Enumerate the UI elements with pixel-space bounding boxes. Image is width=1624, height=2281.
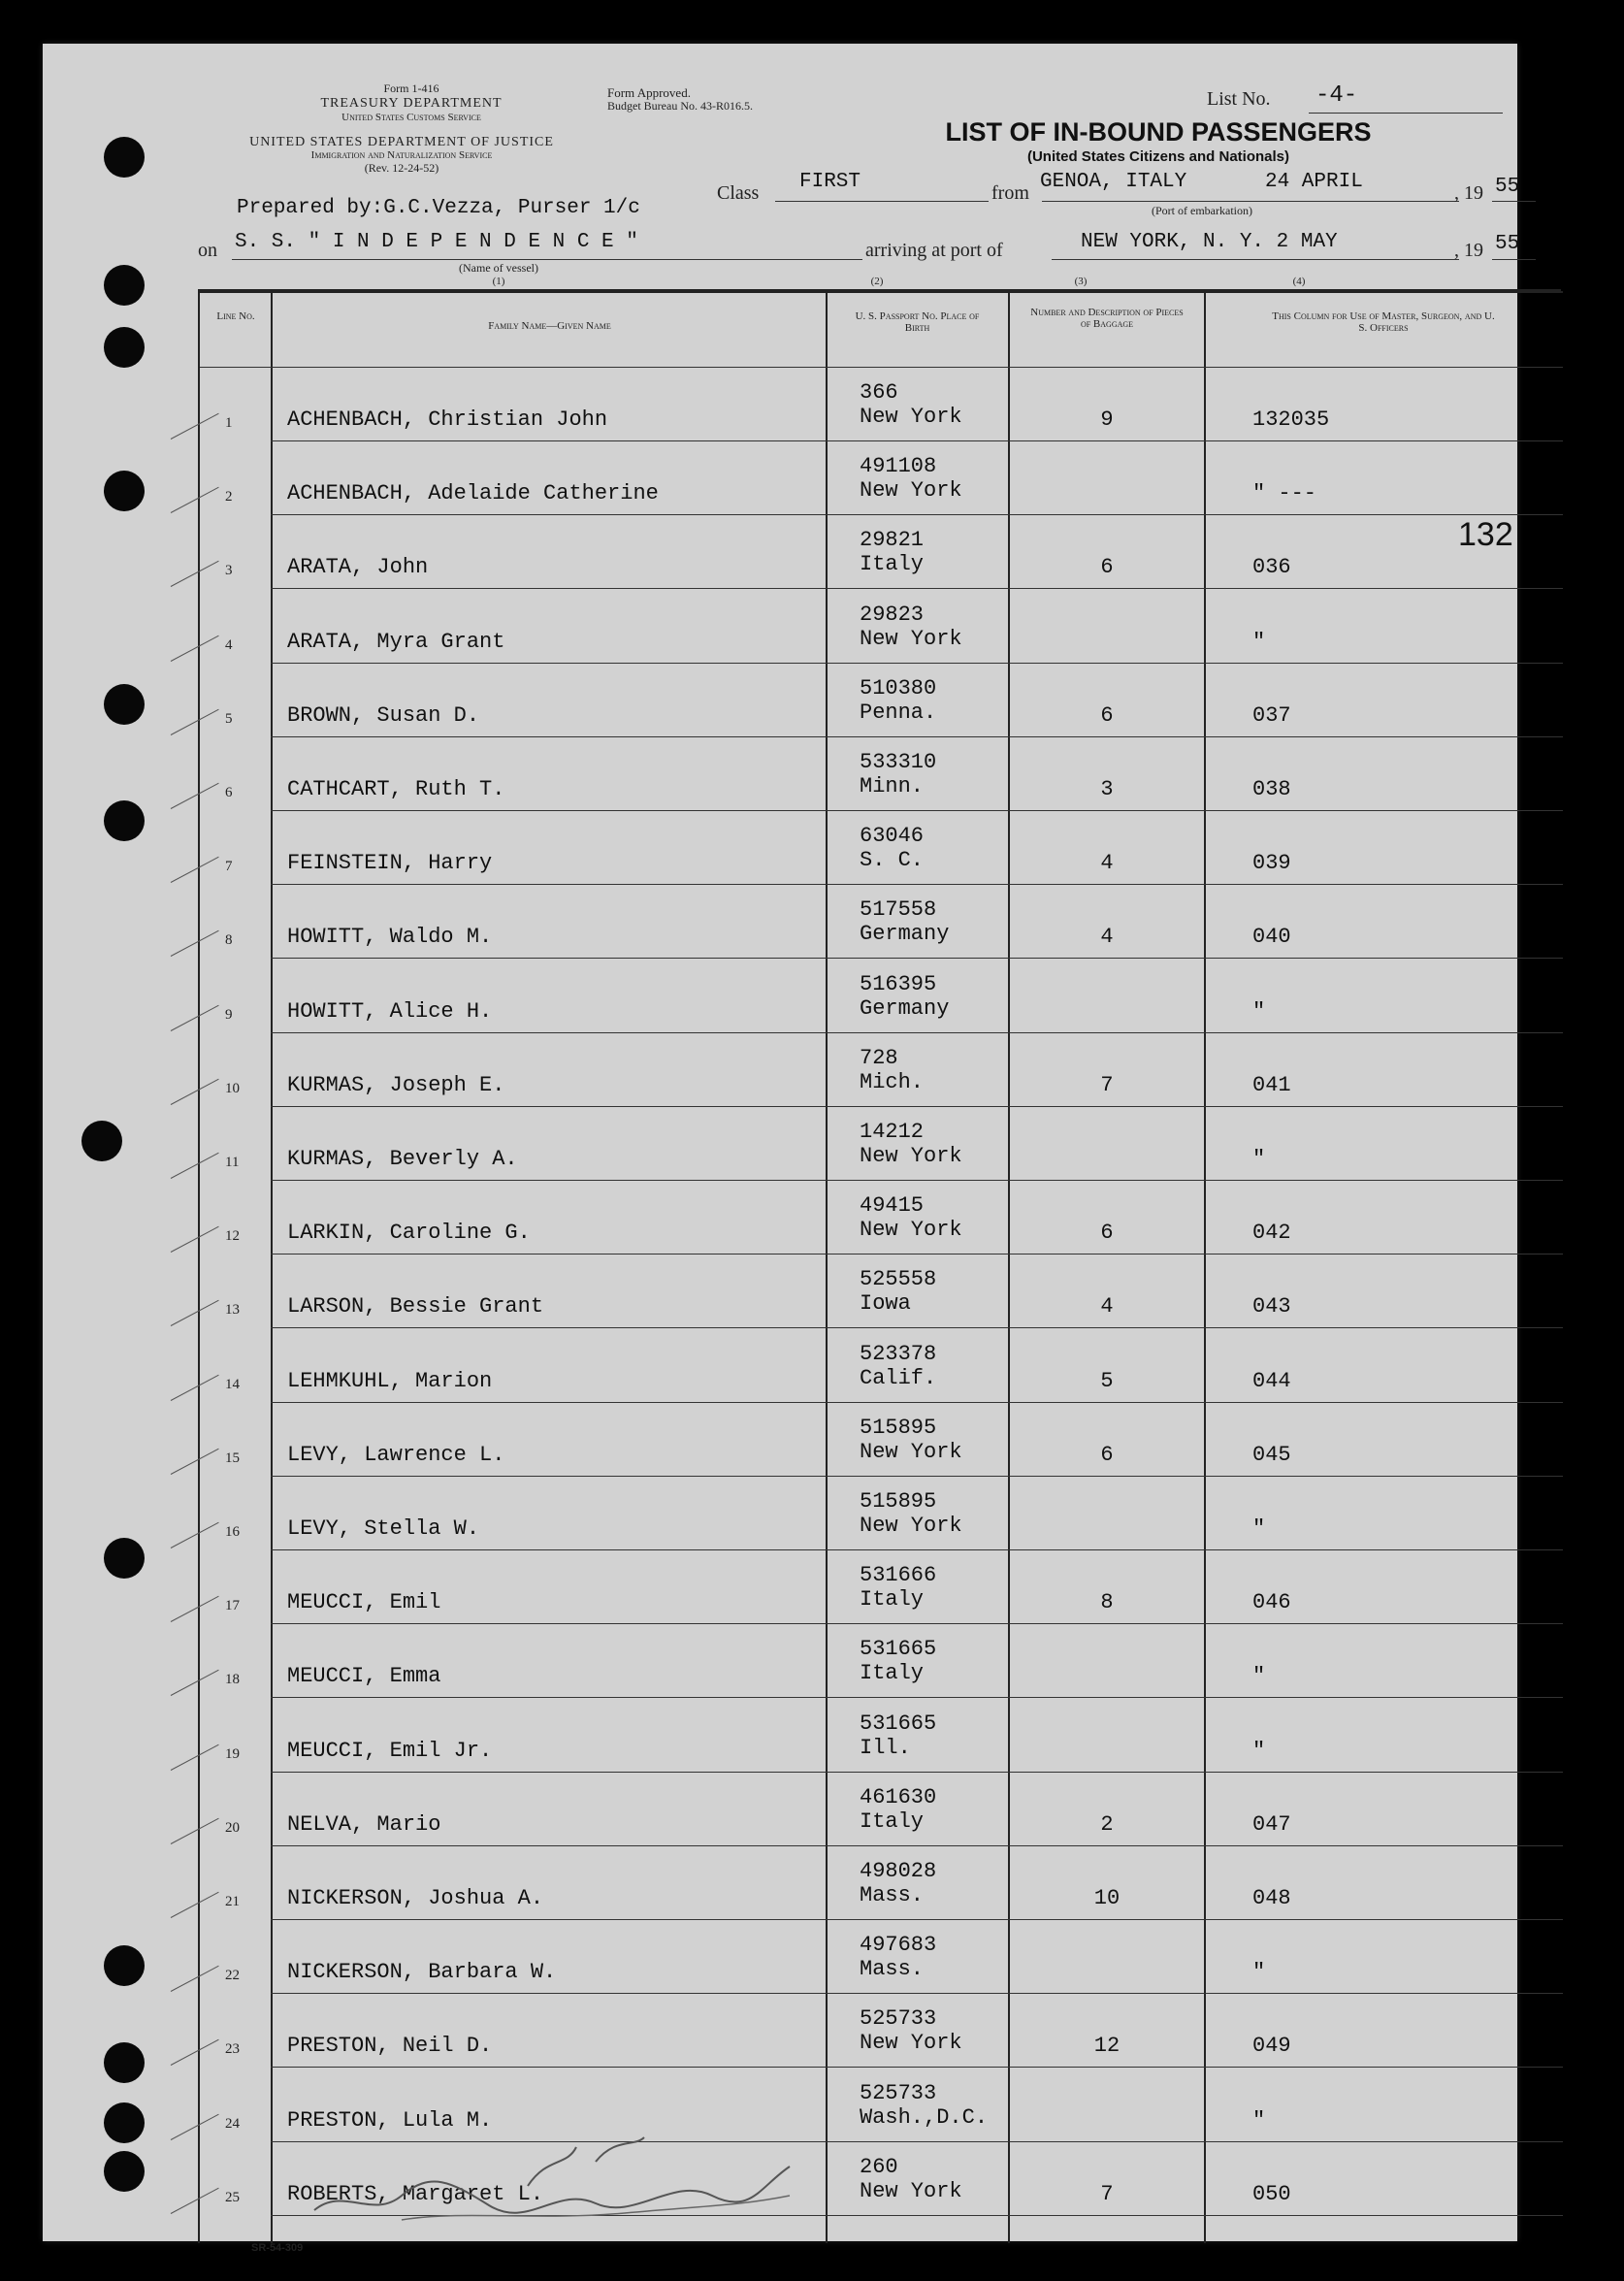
document-title: LIST OF IN-BOUND PASSENGERS <box>945 117 1372 147</box>
list-no-underline <box>1309 113 1503 114</box>
place-of-birth: New York <box>860 1218 962 1243</box>
passport-number: 531666 <box>860 1563 937 1588</box>
line-number: 15 <box>225 1450 240 1466</box>
table-row <box>200 738 1563 812</box>
row-divider <box>271 2067 1563 2068</box>
line-number: 22 <box>225 1968 240 1984</box>
line-number: 16 <box>225 1524 240 1540</box>
punch-hole <box>104 1945 145 1986</box>
punch-hole <box>104 2102 145 2143</box>
class-value: FIRST <box>799 171 861 193</box>
class-underline <box>775 201 989 202</box>
baggage-count: 6 <box>1100 555 1114 580</box>
place-of-birth: Italy <box>860 1587 925 1613</box>
place-of-birth: New York <box>860 2178 962 2203</box>
table-row <box>200 1255 1563 1329</box>
column-header-name: Family Name—Given Name <box>488 320 611 332</box>
passenger-name: NICKERSON, Barbara W. <box>287 1960 557 1985</box>
place-of-birth: Minn. <box>860 774 925 798</box>
baggage-count: 4 <box>1100 851 1114 876</box>
place-of-birth: Mass. <box>860 1957 925 1982</box>
officer-mark: 045 <box>1252 1442 1291 1467</box>
passport-number: 14212 <box>860 1120 925 1144</box>
baggage-count: 7 <box>1100 2181 1114 2206</box>
class-label: Class <box>717 182 760 204</box>
table-row <box>200 442 1563 516</box>
check-mark <box>171 1004 219 1030</box>
baggage-count: 6 <box>1100 1221 1114 1246</box>
form-number: Form 1-416 <box>383 81 439 95</box>
place-of-birth: Wash.,D.C. <box>860 2104 989 2130</box>
document-subtitle: (United States Citizens and Nationals) <box>1026 148 1290 165</box>
row-divider <box>271 1254 1563 1255</box>
row-divider <box>271 1549 1563 1550</box>
line-number: 18 <box>225 1672 240 1688</box>
check-mark <box>171 635 219 661</box>
passport-number: 525733 <box>860 2080 937 2105</box>
year-1: 55 <box>1495 176 1520 198</box>
baggage-count: 12 <box>1093 2034 1121 2059</box>
check-mark <box>171 1079 219 1105</box>
check-mark <box>171 1374 219 1400</box>
table-row <box>200 516 1563 590</box>
punch-hole <box>104 800 145 841</box>
row-divider <box>271 514 1563 515</box>
passport-number: 515895 <box>860 1489 937 1514</box>
row-divider <box>271 958 1563 959</box>
prepared-by: Prepared by:G.C.Vezza, Purser 1/c <box>237 197 640 219</box>
passport-number: 523378 <box>860 1341 937 1366</box>
revision: (Rev. 12-24-52) <box>364 161 439 175</box>
table-row <box>200 1921 1563 1995</box>
punch-hole <box>104 684 145 725</box>
passenger-name: LARSON, Bessie Grant <box>287 1294 544 1320</box>
row-divider <box>271 1106 1563 1107</box>
place-of-birth: Italy <box>860 552 925 577</box>
passport-number: 366 <box>860 380 898 405</box>
passport-number: 531665 <box>860 1711 937 1736</box>
officer-mark: 132035 <box>1252 407 1330 432</box>
col-3-number: (3) <box>1074 276 1088 287</box>
officer-mark: " <box>1252 1738 1266 1763</box>
baggage-count: 9 <box>1100 407 1114 432</box>
check-mark <box>171 1596 219 1622</box>
line-number: 25 <box>225 2189 240 2205</box>
passenger-name: ACHENBACH, Christian John <box>287 407 608 432</box>
officer-mark: 036 <box>1252 555 1291 580</box>
check-mark <box>171 1818 219 1844</box>
line-number: 7 <box>225 859 233 875</box>
line-number: 10 <box>225 1080 240 1096</box>
year-1-underline <box>1492 201 1536 202</box>
officer-mark: 042 <box>1252 1221 1291 1246</box>
place-of-birth: Germany <box>860 922 950 947</box>
passenger-name: ARATA, Myra Grant <box>287 629 505 654</box>
place-of-birth: Mich. <box>860 1069 925 1094</box>
passport-number: 49415 <box>860 1193 925 1219</box>
passenger-name: HOWITT, Waldo M. <box>287 925 493 950</box>
baggage-count: 2 <box>1100 1811 1114 1837</box>
line-number: 1 <box>225 415 233 431</box>
header-row-bottom <box>200 367 1563 368</box>
officer-mark: " <box>1252 1516 1266 1541</box>
line-number: 9 <box>225 1006 233 1023</box>
col-1-number: (1) <box>492 276 505 287</box>
name-of-vessel-caption: (Name of vessel) <box>459 261 538 275</box>
baggage-count: 10 <box>1093 1886 1121 1910</box>
place-of-birth: S. C. <box>860 848 925 873</box>
line-number: 2 <box>225 489 233 505</box>
officer-mark: 039 <box>1252 851 1291 876</box>
line-number: 12 <box>225 1228 240 1245</box>
vessel-name: S. S. " I N D E P E N D E N C E " <box>235 231 638 253</box>
punch-hole <box>104 265 145 306</box>
officer-mark: 043 <box>1252 1294 1291 1320</box>
officer-mark: " <box>1252 1664 1266 1689</box>
passport-number: 533310 <box>860 750 937 774</box>
passenger-name: LARKIN, Caroline G. <box>287 1221 531 1246</box>
table-row <box>200 1625 1563 1699</box>
officer-mark: 041 <box>1252 1072 1291 1097</box>
table-row <box>200 812 1563 886</box>
row-divider <box>271 1845 1563 1846</box>
place-of-birth: Iowa <box>860 1291 911 1317</box>
check-mark <box>171 561 219 587</box>
check-mark <box>171 1226 219 1253</box>
passenger-name: BROWN, Susan D. <box>287 702 480 728</box>
passenger-name: ROBERTS, Margaret L. <box>287 2181 544 2206</box>
line-number: 23 <box>225 2041 240 2058</box>
passenger-name: LEVY, Lawrence L. <box>287 1442 505 1467</box>
stamp-number: 132 <box>1458 516 1513 553</box>
baggage-count: 6 <box>1100 1442 1114 1467</box>
handwritten-signature <box>305 2128 809 2225</box>
arriving-label: arriving at port of <box>865 240 1003 261</box>
arrival-underline <box>1052 259 1459 260</box>
punch-hole <box>104 137 145 178</box>
arrival-port: NEW YORK, N. Y. 2 MAY <box>1081 231 1338 253</box>
row-divider <box>271 1327 1563 1328</box>
place-of-birth: New York <box>860 478 962 504</box>
passport-number: 515895 <box>860 1415 937 1440</box>
row-divider <box>271 1476 1563 1477</box>
place-of-birth: Germany <box>860 995 950 1021</box>
check-mark <box>171 413 219 440</box>
baggage-count: 5 <box>1100 1368 1114 1393</box>
place-of-birth: New York <box>860 626 962 651</box>
table-row <box>200 1995 1563 2069</box>
place-of-birth: New York <box>860 405 962 429</box>
line-number: 5 <box>225 710 233 727</box>
baggage-count: 8 <box>1100 1590 1114 1615</box>
place-of-birth: Italy <box>860 1661 925 1686</box>
passport-number: 498028 <box>860 1859 937 1883</box>
check-mark <box>171 857 219 883</box>
row-divider <box>271 440 1563 441</box>
officer-mark: 038 <box>1252 777 1291 801</box>
place-of-birth: New York <box>860 1514 962 1538</box>
passport-number: 497683 <box>860 1933 937 1958</box>
line-number: 20 <box>225 1819 240 1836</box>
budget-bureau: Budget Bureau No. 43-R016.5. <box>607 99 753 113</box>
officer-mark: " <box>1252 629 1266 654</box>
line-number: 3 <box>225 563 233 579</box>
officer-mark: 048 <box>1252 1886 1291 1910</box>
column-header-baggage: Number and Description of Pieces of Baggage <box>1030 307 1184 331</box>
document-page <box>43 44 1520 2254</box>
line-number: 6 <box>225 785 233 800</box>
passport-number: 491108 <box>860 454 937 479</box>
passenger-name: HOWITT, Alice H. <box>287 998 493 1024</box>
line-number: 14 <box>225 1376 240 1392</box>
passport-number: 63046 <box>860 824 925 849</box>
vessel-underline <box>232 259 862 260</box>
list-no-label: List No. <box>1207 88 1271 110</box>
table-row <box>200 369 1563 442</box>
officer-mark: " --- <box>1252 481 1317 506</box>
table-row <box>200 1182 1563 1255</box>
table-row <box>200 1108 1563 1182</box>
check-mark <box>171 709 219 735</box>
officer-mark: " <box>1252 1147 1266 1171</box>
table-row <box>200 1034 1563 1108</box>
passenger-name: NELVA, Mario <box>287 1811 441 1837</box>
year-2: 55 <box>1495 233 1520 255</box>
port-of-embarkation-caption: (Port of embarkation) <box>1152 204 1252 217</box>
row-divider <box>271 1623 1563 1624</box>
from-underline <box>1042 201 1459 202</box>
from-value: GENOA, ITALY <box>1040 171 1187 193</box>
check-mark <box>171 1743 219 1770</box>
passenger-name: PRESTON, Neil D. <box>287 2034 493 2059</box>
baggage-count: 4 <box>1100 925 1114 950</box>
column-header-passport: U. S. Passport No. Place of Birth <box>855 310 980 335</box>
on-label: on <box>198 240 217 261</box>
row-divider <box>271 1993 1563 1994</box>
place-of-birth: Penna. <box>860 700 937 725</box>
table-row <box>200 1478 1563 1551</box>
officer-mark: 047 <box>1252 1811 1291 1837</box>
year-prefix-1: , 19 <box>1454 182 1483 204</box>
officer-mark: 040 <box>1252 925 1291 950</box>
table-row <box>200 1700 1563 1774</box>
passenger-name: LEVY, Stella W. <box>287 1516 480 1541</box>
treasury-dept: TREASURY DEPARTMENT <box>320 96 503 111</box>
passport-number: 525733 <box>860 2006 937 2032</box>
row-divider <box>271 1402 1563 1403</box>
line-number: 19 <box>225 1745 240 1762</box>
table-row <box>200 665 1563 738</box>
check-mark <box>171 930 219 957</box>
officer-mark: " <box>1252 2107 1266 2133</box>
punch-hole <box>81 1121 122 1161</box>
table-row <box>200 1551 1563 1625</box>
row-divider <box>271 588 1563 589</box>
place-of-birth: Calif. <box>860 1365 937 1390</box>
col-2-number: (2) <box>870 276 884 287</box>
place-of-birth: Mass. <box>860 1883 925 1907</box>
check-mark <box>171 1522 219 1548</box>
place-of-birth: New York <box>860 2031 962 2056</box>
place-of-birth: Ill. <box>860 1735 911 1760</box>
check-mark <box>171 2113 219 2139</box>
column-header-officers: This Column for Use of Master, Surgeon, and U. S. Officers <box>1272 310 1495 335</box>
row-divider <box>271 1180 1563 1181</box>
row-divider <box>271 1697 1563 1698</box>
line-number: 8 <box>225 932 233 949</box>
officer-mark: 046 <box>1252 1590 1291 1615</box>
punch-hole <box>104 327 145 368</box>
baggage-count: 3 <box>1100 777 1114 801</box>
line-number: 17 <box>225 1598 240 1614</box>
passenger-name: NICKERSON, Joshua A. <box>287 1886 544 1910</box>
baggage-count: 7 <box>1100 1072 1114 1097</box>
justice-dept: UNITED STATES DEPARTMENT OF JUSTICE <box>249 135 554 149</box>
embark-date: 24 APRIL <box>1265 171 1363 193</box>
passenger-name: FEINSTEIN, Harry <box>287 851 493 876</box>
row-divider <box>271 1772 1563 1773</box>
line-number: 11 <box>225 1155 240 1170</box>
check-mark <box>171 2039 219 2066</box>
year-2-underline <box>1492 259 1536 260</box>
row-divider <box>271 663 1563 664</box>
passenger-name: MEUCCI, Emil <box>287 1590 441 1615</box>
passport-number: 531665 <box>860 1637 937 1662</box>
passenger-name: KURMAS, Joseph E. <box>287 1072 505 1097</box>
passport-number: 516395 <box>860 971 937 996</box>
passenger-name: MEUCCI, Emil Jr. <box>287 1738 493 1763</box>
row-divider <box>271 1919 1563 1920</box>
table-row <box>200 1774 1563 1847</box>
check-mark <box>171 487 219 513</box>
row-divider <box>271 1032 1563 1033</box>
baggage-count: 4 <box>1100 1294 1114 1320</box>
check-mark <box>171 1153 219 1179</box>
line-number: 21 <box>225 1894 240 1909</box>
punch-hole <box>104 1538 145 1579</box>
column-header-line-no: Line No. <box>216 310 255 322</box>
check-mark <box>171 1449 219 1475</box>
punch-hole <box>104 471 145 511</box>
check-mark <box>171 2188 219 2214</box>
passenger-table <box>198 291 1563 2243</box>
table-row <box>200 1847 1563 1921</box>
from-label: from <box>991 182 1029 204</box>
baggage-count: 6 <box>1100 702 1114 728</box>
table-row <box>200 886 1563 960</box>
place-of-birth: New York <box>860 1439 962 1464</box>
col-4-number: (4) <box>1292 276 1306 287</box>
check-mark <box>171 1966 219 1992</box>
passenger-name: CATHCART, Ruth T. <box>287 777 505 801</box>
year-prefix-2: , 19 <box>1454 240 1483 261</box>
passenger-name: PRESTON, Lula M. <box>287 2107 493 2133</box>
officer-mark: " <box>1252 1960 1266 1985</box>
row-divider <box>271 810 1563 811</box>
punch-hole <box>104 2151 145 2192</box>
line-number: 13 <box>225 1302 240 1319</box>
row-divider <box>271 884 1563 885</box>
table-row <box>200 961 1563 1034</box>
table-row <box>200 591 1563 665</box>
place-of-birth: Italy <box>860 1809 925 1834</box>
officer-mark: 049 <box>1252 2034 1291 2059</box>
check-mark <box>171 783 219 809</box>
passenger-name: ARATA, John <box>287 555 429 580</box>
table-row <box>200 1404 1563 1478</box>
line-number: 24 <box>225 2115 240 2132</box>
check-mark <box>171 1670 219 1696</box>
customs-service: United States Customs Service <box>341 112 481 123</box>
punch-hole <box>104 2042 145 2083</box>
table-row <box>200 1330 1563 1404</box>
passenger-name: MEUCCI, Emma <box>287 1664 441 1689</box>
immigration-service: Immigration and Naturalization Service <box>310 149 493 161</box>
passport-number: 29821 <box>860 528 925 553</box>
form-approved: Form Approved. <box>607 85 691 100</box>
passport-number: 517558 <box>860 897 937 923</box>
officer-mark: " <box>1252 998 1266 1024</box>
passport-number: 29823 <box>860 602 925 627</box>
place-of-birth: New York <box>860 1144 962 1168</box>
passenger-name: KURMAS, Beverly A. <box>287 1147 518 1171</box>
check-mark <box>171 1300 219 1326</box>
passport-number: 461630 <box>860 1784 937 1809</box>
passport-number: 525558 <box>860 1267 937 1292</box>
row-divider <box>271 736 1563 737</box>
passenger-name: LEHMKUHL, Marion <box>287 1368 493 1393</box>
passport-number: 728 <box>860 1045 898 1070</box>
passport-number: 510380 <box>860 675 937 701</box>
line-number: 4 <box>225 636 233 653</box>
officer-mark: 044 <box>1252 1368 1291 1393</box>
check-mark <box>171 1892 219 1918</box>
list-no-value: -4- <box>1315 82 1358 109</box>
officer-mark: 037 <box>1252 702 1291 728</box>
passenger-name: ACHENBACH, Adelaide Catherine <box>287 481 659 506</box>
form-footer: SR-54-309 <box>251 2242 304 2254</box>
passport-number: 260 <box>860 2154 898 2179</box>
officer-mark: 050 <box>1252 2181 1291 2206</box>
